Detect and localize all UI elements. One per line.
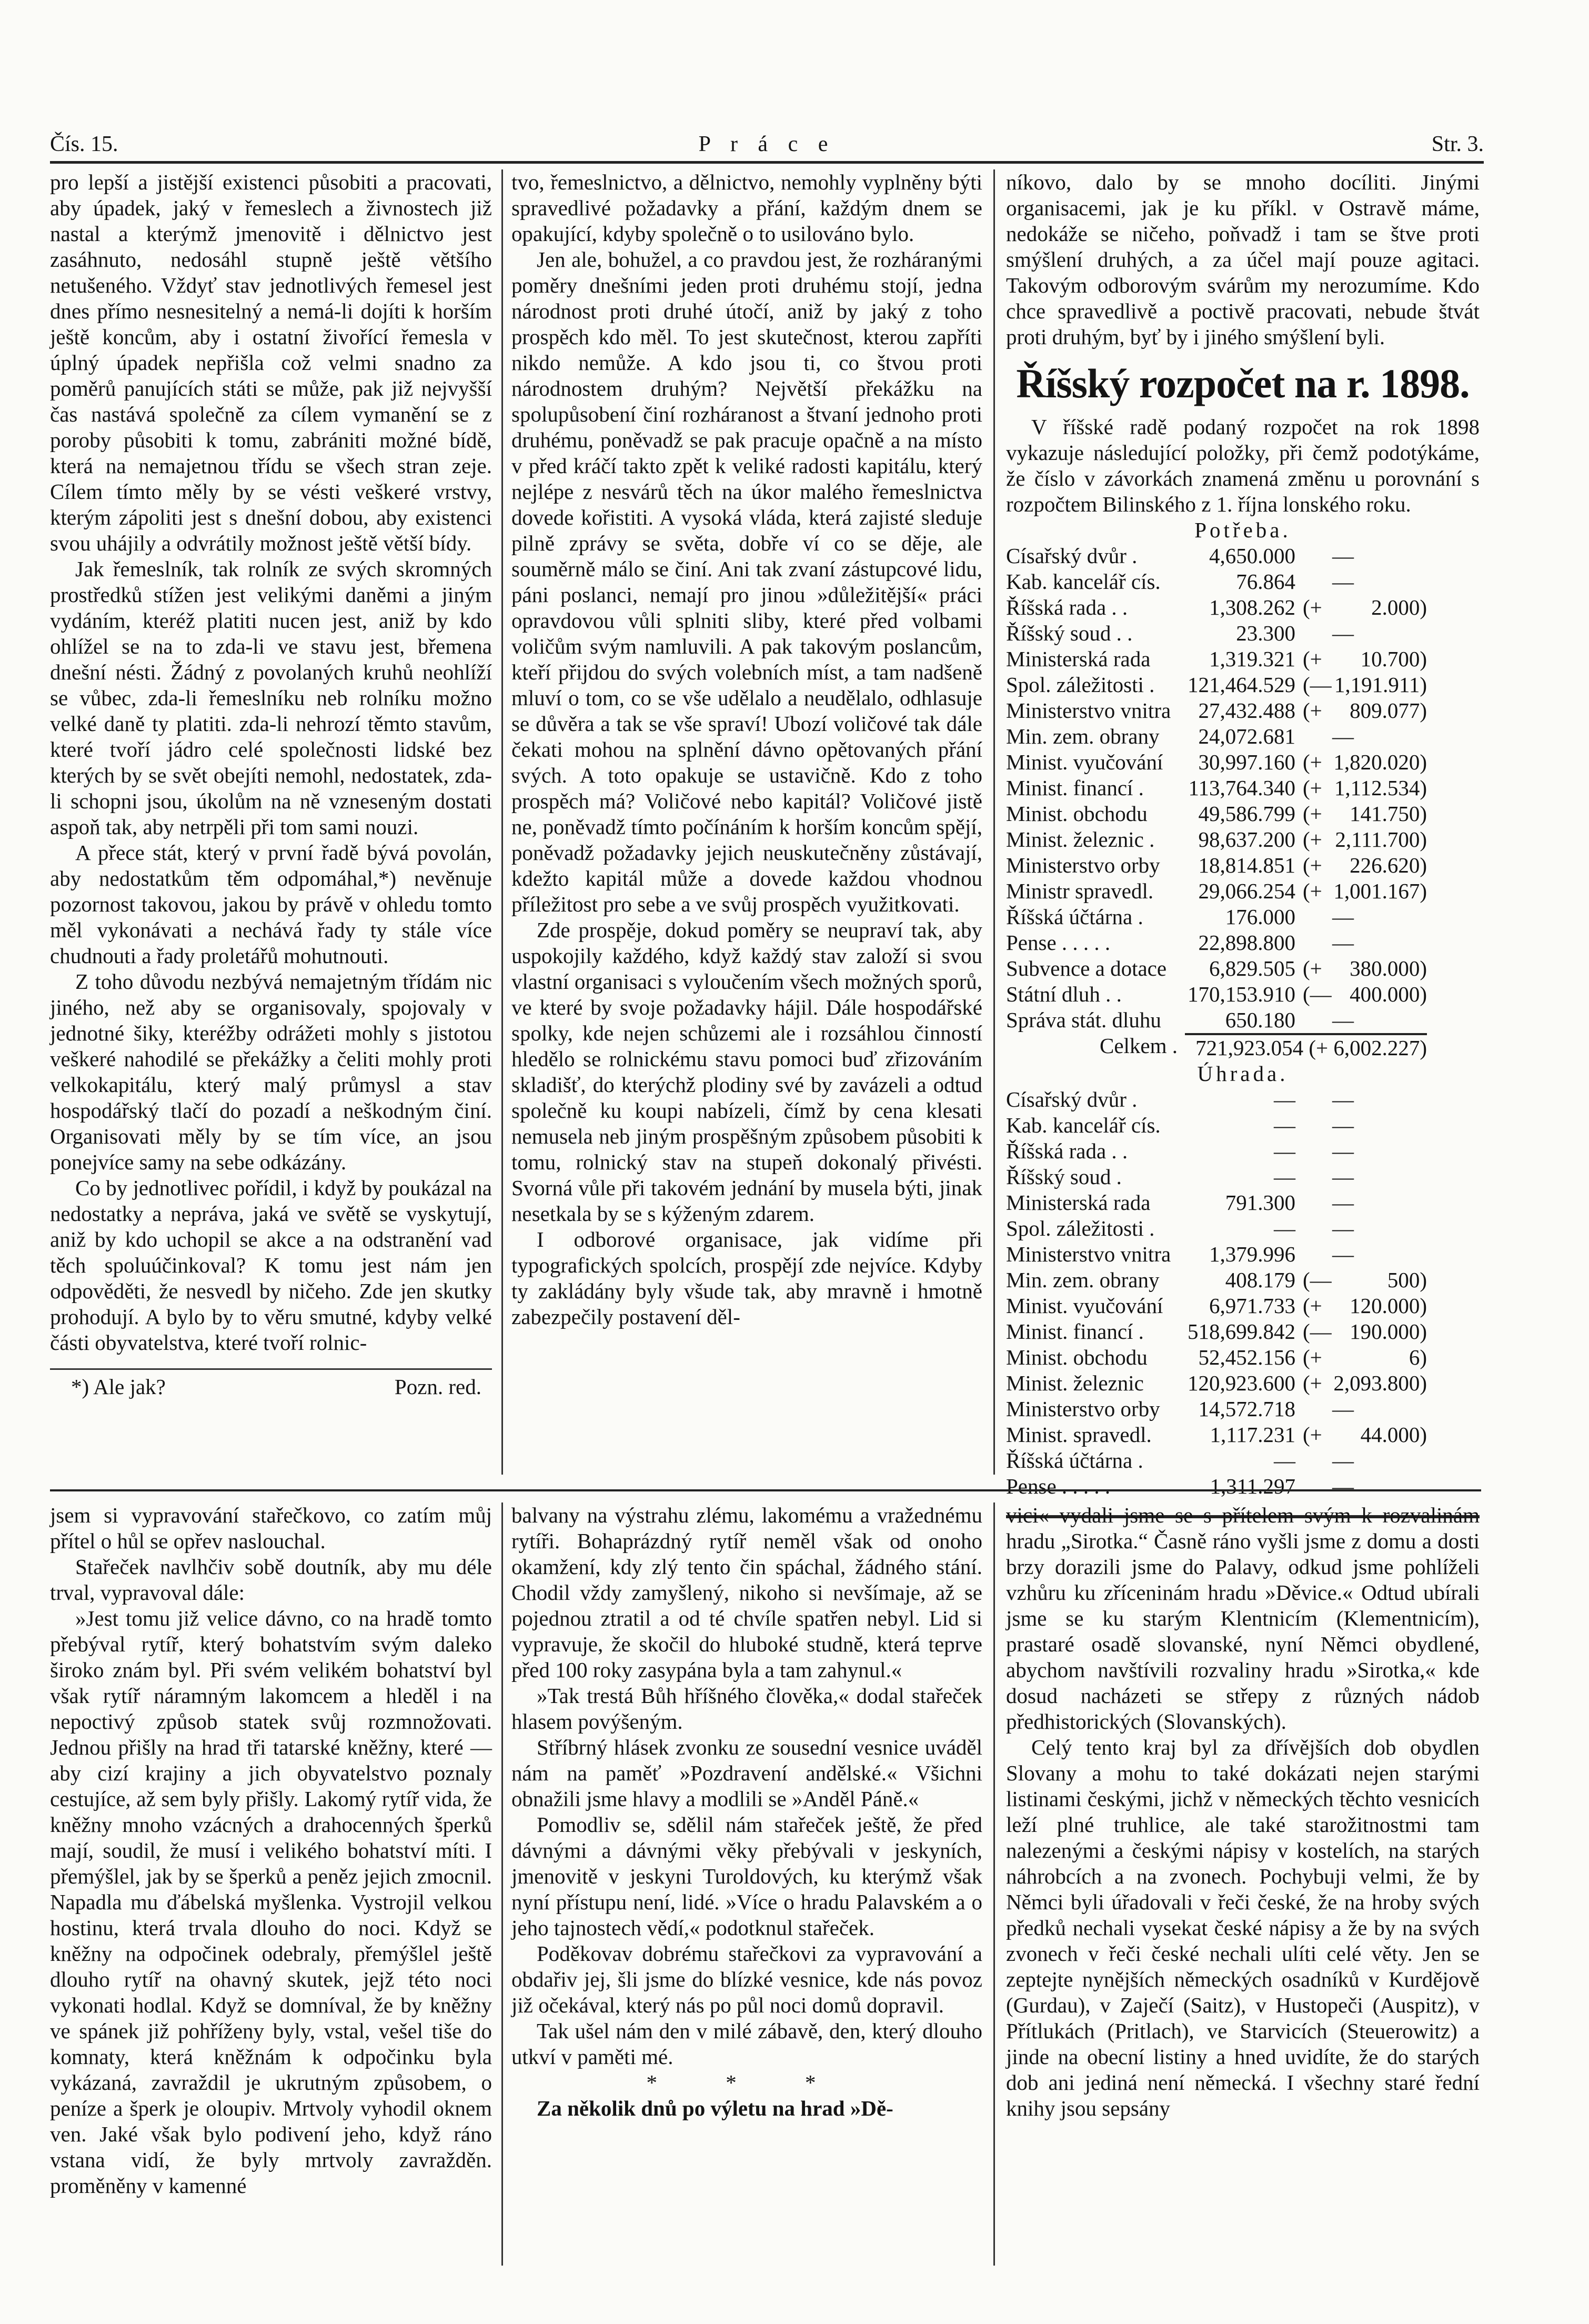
- row-change: 2,111.700): [1335, 827, 1427, 852]
- row-label: Minist. železnic: [1006, 1371, 1144, 1395]
- row-change: —: [1332, 1216, 1354, 1240]
- row-change-sign: [1295, 1164, 1332, 1190]
- table-row: [1006, 620, 1480, 646]
- row-label: Minist. obchodu: [1006, 802, 1148, 826]
- row-change: 226.620): [1350, 853, 1427, 877]
- row-label: Min. zem. obrany: [1006, 724, 1160, 748]
- paragraph: Stříbrný hlásek zvonku ze sousední vesnice uváděl nám na paměť »Pozdravení andělské.« Všichni obnažili jsme hlavy a modlili se »Anděl Páně.«: [511, 1735, 982, 1811]
- paragraph: A přece stát, který v první řadě bývá povolán, aby nedostatkům těm odpomáhal,*) nevěnuje pozornost takovou, jakou by právě v ohledu tomto měl vykonávati a nechává řady ty stále více chudnouti a řady proletářů mohutnouti.: [50, 840, 492, 968]
- row-change-sign: (—: [1303, 1319, 1332, 1344]
- row-change-sign: [1295, 724, 1332, 749]
- row-change: 10.700): [1360, 647, 1427, 671]
- row-change-sign: [1295, 1448, 1332, 1474]
- table-row: [1006, 749, 1480, 775]
- table-row: [1006, 1319, 1480, 1345]
- paragraph: tvo, řemeslnictvo, a dělnictvo, nemohly vyplněny býti spravedlivé požadavky a přání, každým dnem se opakující, kdyby společně o to usilováno bylo.: [511, 170, 982, 246]
- table-row: [1006, 1293, 1480, 1319]
- table-row: [1006, 724, 1480, 749]
- paragraph: Co by jednotlivec pořídil, i když by poukázal na nedostatky a neprávа, jaká ve světě se vyskytují, aniž by kdo uchopil se akce a na odstranění vad těch spoluúčinkoval? K tomu jest nám jen odpověděti, že nesvedl by ničeho. Zde jen skutky prohodují. A bylo by to věru smutné, kdyby velké části obyvatelstva, které tvoří rolnic-: [50, 1176, 492, 1355]
- row-amount: 791.300: [1225, 1190, 1295, 1215]
- row-change-sign: [1295, 1007, 1332, 1033]
- row-change: 1,001.167): [1333, 879, 1427, 903]
- total-row: [1006, 1033, 1480, 1061]
- row-label: Minist. obchodu: [1006, 1345, 1148, 1369]
- row-label: Spol. záležitosti .: [1006, 673, 1155, 697]
- row-amount: 76.864: [1236, 569, 1295, 594]
- paragraph: Jen ale, bohužel, a co pravdou jest, že rozháranými poměry dnešními jeden proti druhému stojí, jedna národnost proti druhé útočí, aniž by jaký z toho prospěch kdo měl. To jest skutečnost, kterou zapříti nikdo nemůže. A kdo jsou ti, co štvou proti národnostem druhým? Největší překážku na spolupůsobení činí rozháranost a štvaní jednoho proti druhému, poněvadž se pak pracuje opačně a na místo v před kráčí takto zpět k veliké radosti kapitálu, který nejlépe z nesvárů těch na úkor malého řemeslnictva dovede kořistiti. A vysoká vláda, která zajisté sleduje pilně zprávy se světa, dobře ví co se děje, ale souměrně málo se činí. Ani tak zvaní zástupcové lidu, páni poslanci, nemají pro jinou »důležitější« práci opravdovou vůli splniti sliby, které před volbami voličům svým namluvili. A pak takovým poslancům, kteří přijdou do svých volebních míst, a tam nadšeně mluví o tom, co se vše udělalo a neudělalo, odhlasuje se důvěra a tak se vše spraví! Ubozí voličové tak dále čekati mohou na splnění dávno opětovaných přání svých. A toto opakuje se ustavičně. Kdo z toho prospěch má? Voličové nebo kapitál? Voličové jistě ne, poněvadž tímto počínáním k horším koncům spějí, poněvadž požadavky jejich neuskutečněny zůstávají, kdežto kapitál může a dovede každou vhodnou příležitost pro sebe a ve svůj prospěch využitkovati.: [511, 247, 982, 916]
- row-change-sign: (+: [1303, 827, 1322, 852]
- row-change: —: [1332, 1397, 1354, 1421]
- row-amount: 29,066.254: [1198, 879, 1295, 903]
- row-amount: 650.180: [1225, 1008, 1295, 1032]
- page-number: Str. 3.: [1431, 132, 1484, 156]
- revenue-title: Úhrada.: [1197, 1061, 1289, 1086]
- paragraph: níkovo, dalo by se mnoho docíliti. Jinými organisacemi, jak je ku příkl. v Ostravě máme, nedokáže se ničeho, poňvadž i tam se štve proti smýšlení druhých, a za účel mají pouze agitaci. Takovým odborovým svárům my nerozumíme. Kdo chce spravedlivě a poctivě pracovati, nebude štvát proti druhým, byť by i jiného smýšlení byli.: [1006, 170, 1480, 349]
- row-label: Státní dluh . .: [1006, 982, 1122, 1006]
- row-amount: 518,699.842: [1188, 1319, 1295, 1344]
- paragraph: jsem si vypravování stařečkovo, co zatím můj přítel o hůl se opřev naslouchal.: [50, 1503, 492, 1553]
- bottom-column-2: [511, 1502, 982, 2121]
- column-divider: [501, 1502, 503, 2266]
- top-column-3: [1006, 169, 1480, 1518]
- row-change: 141.750): [1350, 802, 1427, 826]
- row-change-sign: (+: [1303, 1371, 1322, 1395]
- row-label: Říšský soud .: [1006, 1165, 1122, 1189]
- row-change: 1,820.020): [1333, 750, 1427, 774]
- row-change: —: [1332, 1474, 1354, 1498]
- row-change-sign: (+: [1303, 1294, 1322, 1318]
- row-amount: 1,117.231: [1210, 1423, 1295, 1447]
- row-change-sign: [1295, 1241, 1332, 1267]
- row-change: —: [1332, 569, 1354, 594]
- table-row: [1006, 1216, 1480, 1241]
- row-amount: 14,572.718: [1198, 1397, 1295, 1421]
- table-row: [1006, 1241, 1480, 1267]
- row-amount: 170,153.910: [1188, 982, 1295, 1006]
- row-change-sign: (—: [1303, 982, 1332, 1006]
- table-row: [1006, 1007, 1480, 1033]
- paragraph: Tak ušel nám den v milé zábavě, den, který dlouho utkví v paměti mé.: [511, 2019, 982, 2069]
- row-amount: 1,308.262: [1209, 595, 1295, 619]
- total-values: [1185, 1033, 1427, 1061]
- row-change-sign: [1295, 1087, 1332, 1113]
- header-rule: [50, 161, 1484, 164]
- row-label: Říšská účtárna .: [1006, 1448, 1143, 1472]
- row-change: —: [1332, 1190, 1354, 1215]
- row-change-sign: (+: [1303, 595, 1322, 619]
- footnote: [50, 1368, 492, 1400]
- row-amount: 408.179: [1225, 1268, 1295, 1292]
- row-change: —: [1332, 544, 1354, 568]
- row-amount: 49,586.799: [1198, 802, 1295, 826]
- bottom-column-1: [50, 1502, 492, 2199]
- revenue-table: [1006, 1061, 1480, 1499]
- row-label: Císařský dvůr .: [1006, 1087, 1138, 1111]
- row-amount: —: [1274, 1448, 1295, 1472]
- row-amount: 18,814.851: [1198, 853, 1295, 877]
- paragraph: Za několik dnů po výletu na hrad »Dě-: [537, 2096, 893, 2120]
- row-change-sign: (+: [1303, 802, 1322, 826]
- paragraph: Jak řemeslník, tak rolník ze svých skromných prostředků stížen jest velikými daněmi a jiným vydáním, kteréž platiti nucen jest, aniž by kdo ohlížel se na to zda-li ve stavu jest, břemena dnešní nésti. Žádný z povolaných kruhů neohlíží se vůbec, zda-li řemeslníku neb rolníku možno velké daně ty platiti. zda-li nehrozí těmto stavům, které tvoří jádro celé společnosti lidské bez kterých by se svět obejíti nemohl, nedostatek, zda-li schopni jsou, úkolům na ně vzneseným dostati aspoň tak, aby netrpěli při tom sami nouzi.: [50, 557, 492, 839]
- row-amount: 176.000: [1225, 905, 1295, 929]
- paragraph: balvany na výstrahu zlému, lakomému a vražednému rytíři. Bohaprázdný rytíř neměl však od onoho okamžení, kdy zlý tento čin spáchal, žádného stání. Chodil vždy zamyšlený, nikoho si nevšímaje, až se pojednou ztratil a od té chvíle spatřen nebyl. Lid si vypravuje, že skočil do hluboké studně, která teprve před 100 roky zasypána byla a tam zahynul.«: [511, 1503, 982, 1682]
- column-divider: [501, 169, 503, 1475]
- row-amount: 1,319.321: [1209, 647, 1295, 671]
- row-change-sign: [1295, 904, 1332, 930]
- row-change-sign: [1295, 1113, 1332, 1138]
- row-label: Ministerstvo orby: [1006, 1397, 1160, 1421]
- row-amount: 52,452.156: [1198, 1345, 1295, 1369]
- row-change: 380.000): [1350, 956, 1427, 980]
- article-heading: Říšský rozpočet na r. 1898.: [1016, 360, 1470, 406]
- row-change: —: [1332, 1008, 1354, 1032]
- row-change-sign: (+: [1303, 879, 1322, 903]
- row-change: —: [1332, 1165, 1354, 1189]
- footnote-source: Pozn. red.: [394, 1375, 481, 1399]
- row-amount: 121,464.529: [1188, 673, 1295, 697]
- row-change-sign: (+: [1303, 1423, 1322, 1447]
- top-column-2: [511, 169, 982, 1330]
- section-break-stars: * * *: [646, 2070, 848, 2095]
- row-amount: 27,432.488: [1198, 698, 1295, 723]
- row-amount: —: [1274, 1139, 1295, 1163]
- row-amount: —: [1274, 1165, 1295, 1189]
- row-amount: 24,072.681: [1198, 724, 1295, 748]
- row-label: Ministr spravedl.: [1006, 879, 1154, 903]
- row-amount: —: [1274, 1087, 1295, 1111]
- table-row: [1006, 595, 1480, 620]
- row-change-sign: (+: [1303, 776, 1322, 800]
- table-row: [1006, 569, 1480, 595]
- row-label: Kab. kancelář cís.: [1006, 569, 1161, 594]
- table-row: [1006, 827, 1480, 853]
- row-label: Minist. financí .: [1006, 776, 1144, 800]
- table-row: [1006, 1448, 1480, 1474]
- table-row: [1006, 1474, 1480, 1499]
- table-row: [1006, 956, 1480, 981]
- table-row: [1006, 543, 1480, 569]
- row-amount: 98,637.200: [1198, 827, 1295, 852]
- total-label: Celkem .: [1099, 1034, 1178, 1058]
- row-change-sign: [1295, 543, 1332, 569]
- paragraph: Pomodliv se, sdělil nám stařeček ještě, že před dávnými a dávnými věky přebývali v jeskyních, jmenovitě v jeskyni Turoldových, ku kterýmž však nyní přístupu není, lidé. »Více o hradu Palavském a o jeho tajnostech vědí,« podotknul stařeček.: [511, 1812, 982, 1940]
- table-row: [1006, 1190, 1480, 1216]
- newspaper-title: P r á c e: [698, 132, 836, 156]
- table-row: [1006, 646, 1480, 672]
- table-row: [1006, 1345, 1480, 1370]
- table-row: [1006, 878, 1480, 904]
- paragraph: »Jest tomu již velice dávno, co na hradě tomto přebýval rytíř, který bohatstvím svým daleko široko znám byl. Při svém velikém bohatství byl však rytíř náramným lakomcem a hleděl i na nepoctivý způsob statek svůj rozmnožovati. Jednou přišly na hrad tři tatarské kněžny, které — aby cizí krajiny a jich obyvatelstvo poznaly cestujíce, až sem byly přišly. Lakomý rytíř vida, že kněžny mnoho vzácných a drahocenných šperků mají, soudil, že musí i velikého bohatství míti. I přemýšlel, jak by se šperků a peněz jejich zmocnil. Napadla mu ďábelská myšlenka. Vystrojil velkou hostinu, která trvala dlouho do noci. Když se kněžny na odpočinek odebraly, přemýšlel ještě dlouho rytíř na ohavný skutek, jejž této noci vykonati hodlal. Když se domníval, že by kněžny ve spánek již pohříženy byly, vstal, vešel tiše do komnaty, která kněžnám k odpočinku byla vykázaná, zavraždil je ukrutným způsobem, o peníze a šperk je oloupiv. Mrtvoly vyhodil oknem ven. Jaké však bylo podivení jeho, když ráno vstana vidí, že byly mrtvoly zavražděn. proměněny v kamenné: [50, 1606, 492, 2198]
- row-change-sign: (+: [1303, 750, 1322, 774]
- paragraph: Stařeček navlhčiv sobě doutník, aby mu déle trval, vypravoval dále:: [50, 1555, 492, 1605]
- row-label: Správa stát. dluhu: [1006, 1008, 1161, 1032]
- row-change: —: [1332, 905, 1354, 929]
- issue-number: Čís. 15.: [50, 132, 118, 156]
- row-change-sign: (+: [1303, 853, 1322, 877]
- row-change: 1,191.911): [1334, 673, 1427, 697]
- column-divider: [993, 169, 995, 1475]
- row-change-sign: (+: [1303, 698, 1322, 723]
- paragraph: I odborové organisace, jak vidíme při typografických spolcích, prospějí zde nejvíce. Kdyby ty zakládány byly všude tak, aby mravně i hmotně zabezpečily postavení děl-: [511, 1227, 982, 1329]
- row-change: —: [1332, 930, 1354, 955]
- total-amount: 721,923.054: [1195, 1036, 1304, 1060]
- row-label: Min. zem. obrany: [1006, 1268, 1160, 1292]
- row-amount: 30,997.160: [1198, 750, 1295, 774]
- row-change-sign: (+: [1303, 1345, 1322, 1369]
- row-amount: 1,311.297: [1210, 1474, 1295, 1498]
- row-change: 500): [1387, 1268, 1427, 1292]
- table-row: [1006, 1422, 1480, 1448]
- row-change: 809.077): [1350, 698, 1427, 723]
- expenses-table: [1006, 517, 1480, 1061]
- total-change: (+ 6,002.227): [1309, 1036, 1427, 1060]
- paragraph: Z toho důvodu nezbývá nemajetným třídám nic jiného, než aby se organisovaly, spojovaly v jednotné šiky, kteréžby odrážeti mohly s jistotou veškeré nahodilé se překážky a čeliti mohly proti velkokapitálu, který malý průmysl a stav hospodářský tlačí do pozadí a neškodným činí. Organisovati měly by se tím více, an jsou ponejvíce samy na sebe odkázány.: [50, 969, 492, 1174]
- table-row: [1006, 672, 1480, 698]
- row-change-sign: [1295, 930, 1332, 956]
- table-row: [1006, 981, 1480, 1007]
- paragraph: Zde prospěje, dokud poměry se neupraví tak, aby uspokojily každého, když každý stav založí si svou vlastní organisaci s vyloučením všech možných sporů, ve které by svoje požadavky hájil. Dále hospodářské spolky, kde nejen schůzemi ale i rozsáhlou činností hledělo se rolnickému stavu pomoci buď zřizováním skladišť, do kterýchž plodiny své by zavázeli a odtud společně ku koupi nabízeli, čímž by cena klesati nemusela neb jiným prospěšným způsobem působiti k tomu, rolnický stav na stupeň dokonalý přivésti. Svorná vůle při takovém jednání by musela býti, jinak nesetkala by se s kýženým zdarem.: [511, 918, 982, 1226]
- row-change-sign: (—: [1303, 673, 1332, 697]
- row-amount: 22,898.800: [1198, 930, 1295, 955]
- row-label: Císařský dvůr .: [1006, 544, 1138, 568]
- row-change: 400.000): [1350, 982, 1427, 1006]
- row-label: Pense . . . . .: [1006, 930, 1111, 955]
- row-change: —: [1332, 621, 1354, 645]
- row-change: —: [1332, 1242, 1354, 1266]
- row-amount: 4,650.000: [1209, 544, 1295, 568]
- row-label: Ministerská rada: [1006, 1190, 1151, 1215]
- row-label: Subvence a dotace: [1006, 956, 1167, 980]
- paragraph: vici« vydali jsme se s přítelem svým k rozvalinám hradu „Sirotka.“ Časně ráno vyšli jsme z domu a dosti brzy dorazili jsme do Palavy, odkud jsme pohlíželi vzhůru ku zříceninám hradu »Děvice.« Odtud ubírali jsme se ku starým Klentnicím (Klementnicím), prastaré osadě slovanské, nyní Němci obydlené, abychom navštívili rozvaliny hradu »Sirotka,« kde dosud nacházeti se střepy z různých nádob předhistorických (Slovanských).: [1006, 1503, 1480, 1734]
- row-amount: 6,971.733: [1209, 1294, 1295, 1318]
- table-row: [1006, 698, 1480, 724]
- row-amount: —: [1274, 1216, 1295, 1240]
- row-amount: 120,923.600: [1188, 1371, 1295, 1395]
- row-amount: —: [1274, 1113, 1295, 1137]
- row-change: 1,112.534): [1334, 776, 1427, 800]
- row-change: 190.000): [1350, 1319, 1427, 1344]
- row-amount: 1,379.996: [1209, 1242, 1295, 1266]
- row-amount: 6,829.505: [1209, 956, 1295, 980]
- paragraph: V říšské radě podaný rozpočet na rok 1898 vykazuje následující položky, při čemž podotýkáme, že číslo v závorkách znamená změnu u porovnání s rozpočtem Bilinského z 1. října lonského roku.: [1006, 415, 1480, 516]
- table-row: [1006, 853, 1480, 878]
- row-label: Říšská účtárna .: [1006, 905, 1143, 929]
- table-row: [1006, 1370, 1480, 1396]
- table-row: [1006, 904, 1480, 930]
- row-change-sign: [1295, 620, 1332, 646]
- section-divider: [50, 1489, 1481, 1491]
- row-change-sign: [1295, 569, 1332, 595]
- column-divider: [993, 1502, 995, 2266]
- row-label: Ministerstvo vnitra: [1006, 698, 1171, 723]
- row-label: Minist. spravedl.: [1006, 1423, 1152, 1447]
- row-label: Ministerstvo orby: [1006, 853, 1160, 877]
- expenses-title: Potřeba.: [1194, 518, 1291, 542]
- page-header: [50, 132, 1484, 161]
- row-label: Ministerstvo vnitra: [1006, 1242, 1171, 1266]
- row-change: 6): [1409, 1345, 1427, 1369]
- row-change: —: [1332, 1087, 1354, 1111]
- row-label: Minist. financí .: [1006, 1319, 1144, 1344]
- row-label: Říšská rada . .: [1006, 595, 1128, 619]
- paragraph: Celý tento kraj byl za dřívějších dob obydlen Slovany a mohu to také dokázati nejen starými listinami českými, jichž v německých těchto vesnicích leží plné truhlice, ale také starožitnostmi tam nalezenými a českými nápisy v kostelích, na starých náhrobcích a na zvonech. Pochybuji velmi, že by Němci byli úřadovali v řeči české, že na hroby svých předků nechali vysekat české nápisy a že by na svých zvonech v řeči české nechali ulíti celé věty. Jen se zeptejte nynějších německých osadníků v Kurdějově (Gurdau), v Zaječí (Saitz), v Hustopeči (Auspitz), v Přítlukách (Pritlach), ve Starvicích (Steuerowitz) a jinde na obecní listiny a hned uvidíte, že do starých dob ani jediná není německá. I všechny staré řední knihy jsou sepsány: [1006, 1735, 1480, 2120]
- table-row: [1006, 1113, 1480, 1138]
- table-row: [1006, 1164, 1480, 1190]
- paragraph: pro lepší a jistější existenci působiti a pracovati, aby úpadek, jaký v řemeslech a živnostech již nastal a kterýmž jmenovitě i dělnictvo jest zasáhnuto, nedosáhl stupně ještě většího netušeného. Vždyť stav jednotlivých řemesel jest dnes přímo nesnesitelný a nemá-li dojíti k horším ještě koncům, aby i ostatní živořící řemesla v úplný úpadek nepřišla což velmi snadno za poměrů panujících státi se může, pak již nejvyšší čas nastává společně za cílem vymanění se z poroby působiti k tomu, zabrániti možné bídě, která na nemajetnou třídu se všech stran zeje. Cílem tímto měly by se vésti veškeré vrstvy, kterým zápoliti jest s dnešní dobou, aby existenci svou uhájily a odvrátily možnost ještě větší bídy.: [50, 170, 492, 555]
- row-change: —: [1332, 724, 1354, 748]
- row-label: Pense . . . . .: [1006, 1474, 1111, 1498]
- row-change: 44.000): [1360, 1423, 1427, 1447]
- row-label: Minist. železnic .: [1006, 827, 1155, 852]
- paragraph: »Tak trestá Bůh hříšného člověka,« dodal stařeček hlasem povýšeným.: [511, 1684, 982, 1734]
- row-label: Spol. záležitosti .: [1006, 1216, 1155, 1240]
- table-row: [1006, 1267, 1480, 1293]
- row-label: Ministerská rada: [1006, 647, 1151, 671]
- row-label: Minist. vyučování: [1006, 1294, 1163, 1318]
- row-change-sign: (—: [1303, 1268, 1332, 1292]
- row-change-sign: [1295, 1216, 1332, 1241]
- row-change: 2.000): [1371, 595, 1427, 619]
- table-row: [1006, 775, 1480, 801]
- row-change: 120.000): [1350, 1294, 1427, 1318]
- row-amount: 113,764.340: [1188, 776, 1295, 800]
- row-change: 2,093.800): [1333, 1371, 1427, 1395]
- row-label: Minist. vyučování: [1006, 750, 1163, 774]
- row-change-sign: (+: [1303, 956, 1322, 980]
- footnote-text: *) Ale jak?: [71, 1375, 166, 1399]
- row-change-sign: [1295, 1190, 1332, 1216]
- table-row: [1006, 930, 1480, 956]
- row-change-sign: [1295, 1396, 1332, 1422]
- table-row: [1006, 801, 1480, 827]
- bottom-column-3: [1006, 1502, 1480, 2121]
- row-change: —: [1332, 1139, 1354, 1163]
- table-row: [1006, 1087, 1480, 1113]
- row-change-sign: [1295, 1474, 1332, 1499]
- row-change: —: [1332, 1448, 1354, 1472]
- row-change-sign: (+: [1303, 647, 1322, 671]
- row-change-sign: [1295, 1138, 1332, 1164]
- row-label: Kab. kancelář cís.: [1006, 1113, 1161, 1137]
- row-amount: 23.300: [1236, 621, 1295, 645]
- table-row: [1006, 1396, 1480, 1422]
- table-row: [1006, 1138, 1480, 1164]
- paragraph: Poděkovav dobrému stařečkovi za vypravování a obdařiv jej, šli jsme do blízké vesnice, kde nás povoz již očekával, který nás po půl noci domů dopravil.: [511, 1941, 982, 2017]
- top-column-1: [50, 169, 492, 1400]
- row-label: Říšská rada . .: [1006, 1139, 1128, 1163]
- row-label: Říšský soud . .: [1006, 621, 1133, 645]
- row-change: —: [1332, 1113, 1354, 1137]
